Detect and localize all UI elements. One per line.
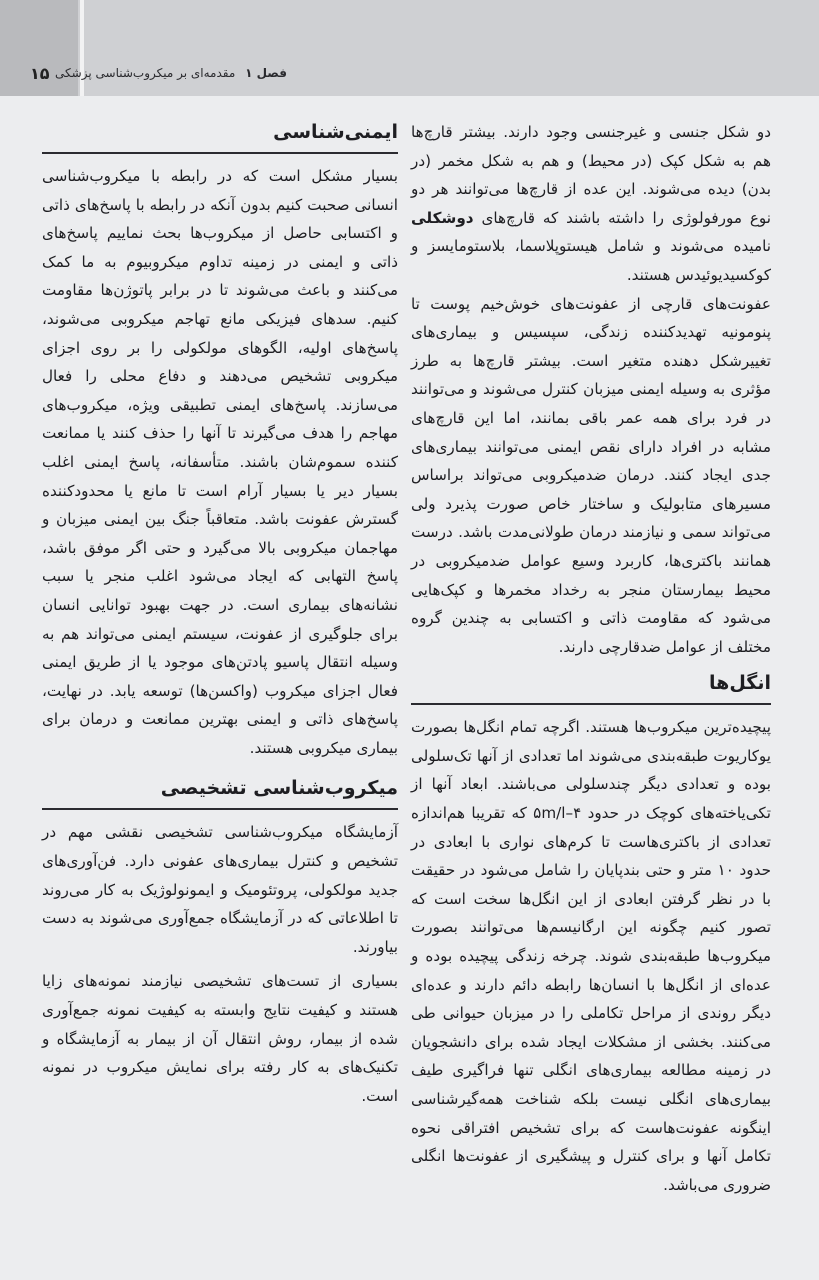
fungi-paragraph-2: عفونت‌های قارچی از عفونت‌های خوش‌خیم پوست تا پنومونیه تهدیدکننده زندگی، سپسیس و بیماری‌های تغییرشکل دهنده متغیر است. بیشتر قارچ‌ها به طرز مؤثری به وسیله ایمنی میزبان کنترل می‌شوند و می‌توانند در فرد برای همه عمر باقی بمانند، اما این قارچ‌های مشابه در افراد دارای نقص ایمنی می‌توانند بیماری‌های جدی ایجاد کنند. درمان ضدمیکروبی می‌تواند براساس مسیرهای متابولیک و ساختار خاص صورت پذیرد ولی می‌تواند سمی و نیازمند درمان طولانی‌مدت باشد. درست همانند باکتری‌ها، کاربرد وسیع عوامل ضدمیکروبی در محیط بیمارستان منجر به رخداد مخمرها و کپک‌هایی می‌شود که مقاومت ذاتی و اکتسابی به چندین گروه مختلف از عوامل ضدقارچی دارند.	[411, 294, 771, 656]
header-divider	[80, 0, 84, 96]
diagnostic-paragraph-1: آزمایشگاه میکروب‌شناسی تشخیصی نقشی مهم در تشخیص و کنترل بیماری‌های عفونی دارد. فن‌آوری‌های جدید مولکولی، پروتئومیک و ایمونولوژیک به کار می‌روند تا اطلاعاتی که در آزمایشگاه جمع‌آوری می‌شوند به دست بیاورند.	[42, 823, 398, 956]
running-header-band	[0, 0, 819, 96]
dimorphic-term: دوشکلی	[411, 208, 474, 227]
section-title-diagnostic: میکروب‌شناسی تشخیصی	[42, 774, 398, 810]
immunology-paragraph-1: بسیار مشکل است که در رابطه با میکروب‌شناسی انسانی صحبت کنیم بدون آنکه در رابطه با پاسخ‌های ذاتی و اکتسابی حاصل از میکروب‌ها بحث نماییم پاسخ‌های ذاتی و ایمنی در زمینه تداوم میکروبیوم به ما کمک می‌کنند و باعث می‌شوند تا در برابر پاتوژن‌ها مقاومت کنیم. سدهای فیزیکی مانع تهاجم میکروبی می‌شوند، پاسخ‌های اولیه، الگوهای مولکولی را بر روی اجزای میکروبی تشخیص می‌دهند و دفاع محلی را فعال می‌سازند. پاسخ‌های ایمنی تطبیقی ویژه، میکروب‌های مهاجم را هدف می‌گیرند تا آنها را حذف کنند یا ممانعت کننده سموم‌شان باشند. متأسفانه، پاسخ ایمنی اغلب بسیار دیر یا بسیار آرام است تا مانع یا محدودکننده گسترش عفونت باشد. متعاقباً جنگ بین ایمنی میزبان و مهاجمان میکروبی بالا می‌گیرد و حتی اگر موفق باشد، پاسخ التهابی که ایجاد می‌شود اغلب منجر یا سبب نشانه‌های بیماری است. در جهت بهبود توانایی انسان برای جلوگیری از عفونت، سیستم ایمنی می‌تواند هم به وسیله انتقال پاسیو پادتن‌های موجود یا از طریق ایمنی فعال اجزای میکروب (واکسن‌ها) توسعه یابد. در نهایت، پاسخ‌های ذاتی و ایمنی بهترین ممانعت و درمان برای بیماری میکروبی هستند.	[42, 167, 398, 757]
page-number: ۱۵	[30, 64, 50, 83]
chapter-label: فصل ۱	[245, 66, 287, 80]
right-column	[411, 118, 771, 1199]
section-title-parasites: انگل‌ها	[411, 669, 771, 705]
left-column	[42, 118, 398, 1110]
section-title-immunology: ایمنی‌شناسی	[42, 118, 398, 154]
fungi-p1-text-a: دو شکل جنسی و غیرجنسی وجود دارند. بیشتر قارچ‌ها هم به شکل کپک (در محیط) و هم به شکل مخمر (در بدن) دیده می‌شوند. این عده از قارچ‌ها می‌توانند هر دو نوع مورفولوژی را داشته باشند که قارچ‌های	[411, 123, 771, 227]
diagnostic-paragraph-2: بسیاری از تست‌های تشخیصی نیازمند نمونه‌های زایا هستند و کیفیت نتایج وابسته به کیفیت نمونه جمع‌آوری شده از بیمار، روش انتقال آن از بیمار به آزمایشگاه و تکنیک‌های به کار رفته برای نمایش میکروب در نمونه است.	[42, 972, 398, 1105]
fungi-paragraph-1	[411, 118, 771, 290]
chapter-title: مقدمه‌ای بر میکروب‌شناسی پزشکی	[55, 66, 236, 80]
fungi-p1-text-b: نامیده می‌شوند و شامل هیستوپلاسما، بلاستومایسز و کوکسیدیوئیدس هستند.	[411, 237, 771, 284]
running-head	[55, 66, 287, 80]
parasites-paragraph-1: پیچیده‌ترین میکروب‌ها هستند. اگرچه تمام انگل‌ها بصورت یوکاریوت طبقه‌بندی می‌شوند اما تعدادی از آنها تک‌سلولی بوده و تعدادی دیگر چندسلولی می‌باشند. ابعاد آنها از تکی‌یاخته‌های کوچک در حدود ۴–۵m/l که تقریبا هم‌اندازه تعدادی از باکتری‌هاست تا کرم‌های نواری با ابعادی در حدود ۱۰ متر و حتی بندپایان را شامل می‌شود در حقیقت با در نظر گرفتن ابعادی از این انگل‌ها سخت است که تصور کنیم چگونه این ارگانیسم‌ها می‌توانند بصورت میکروب‌ها طبقه‌بندی شوند. چرخه زندگی پیچیده بوده و عده‌ای از انگل‌ها با انسان‌ها رابطه دائم دارند و عده‌ای دیگر روندی از مراحل تکاملی را در میزبان حیوانی طی می‌کنند. بخشی از مشکلات ایجاد شده برای دانشجویان در زمینه مطالعه بیماری‌های انگلی تنها فراگیری طیف بیماری‌های انگلی نیست بلکه شناخت همه‌گیرشناسی اینگونه عفونت‌هاست که برای تشخیص افتراقی نحوه تکامل آنها و برای کنترل و پیشگیری از عفونت‌ها انگلی ضروری می‌باشد.	[411, 718, 771, 1194]
